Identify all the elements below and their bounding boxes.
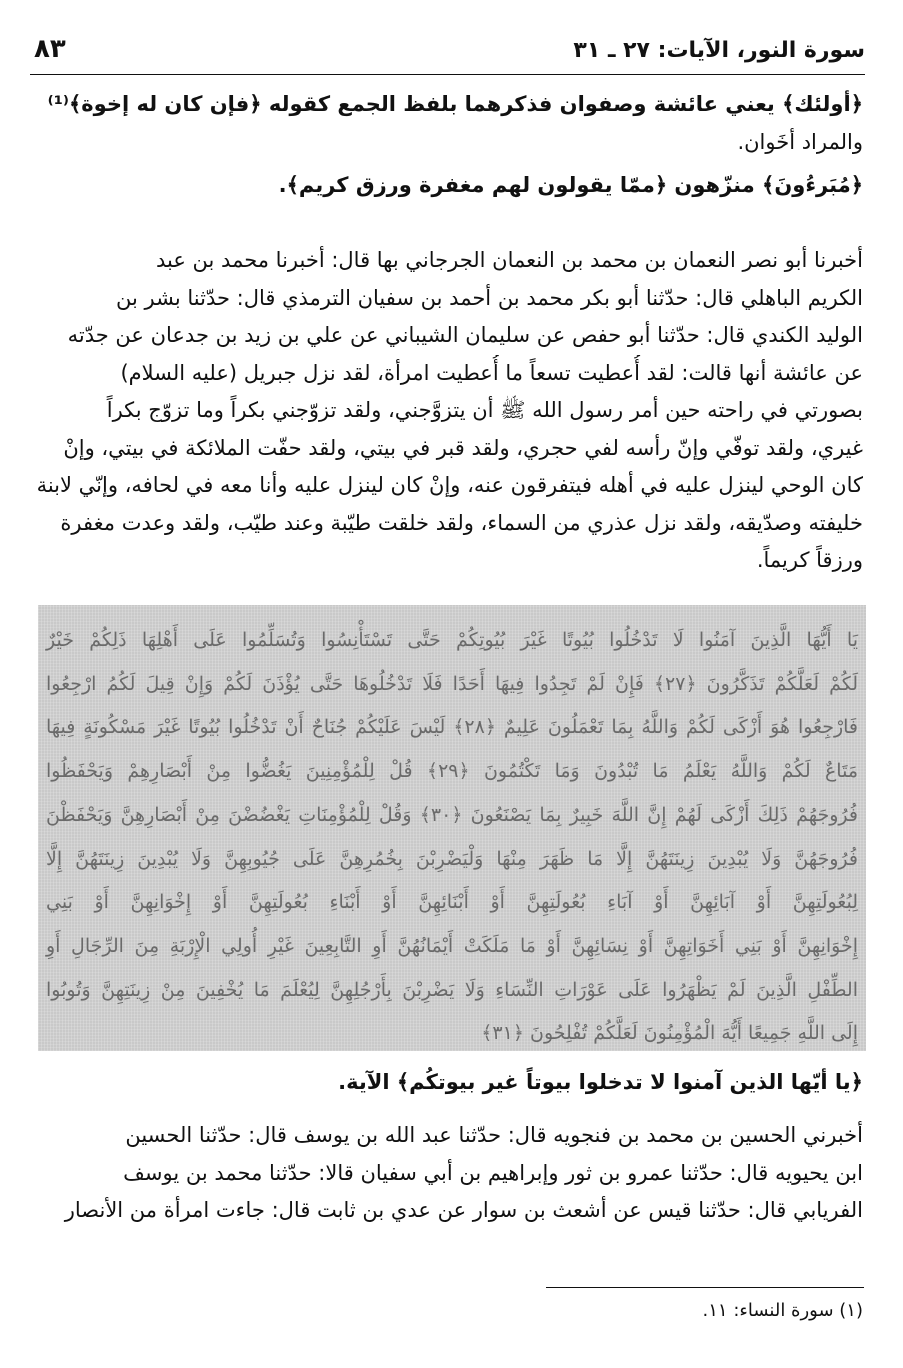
running-header (30, 34, 865, 75)
quran-verses-box (38, 605, 866, 1051)
text-line: ابن يحيويه قال: حدّثنا عمرو بن ثور وإبراهيم بن أبي سفيان قالا: حدّثنا محمد بن يوسف (123, 1160, 863, 1185)
chapter-title: سورة النور، الآيات: ٢٧ ـ ٣١ (573, 38, 865, 63)
quran-line: لَكُمْ لَعَلَّكُمْ تَذَكَّرُونَ ﴿٢٧﴾ فَإِنْ لَمْ تَجِدُوا فِيهَا أَحَدًا فَلَا تَدْخُلُوهَا حَتَّى يُؤْذَنَ لَكُمْ وَإِنْ قِيلَ لَكُمُ ارْجِعُوا (46, 672, 858, 695)
commentary-line: ﴿أولئك﴾ يعني عائشة وصفوان فذكرهما بلفظ الجمع كقوله ﴿فإن كان له إخوة﴾⁽¹⁾ (47, 92, 863, 116)
footnote: (١) سورة النساء: ١١. (702, 1300, 863, 1321)
text-line: عن عائشة أنها قالت: لقد أُعطيت تسعاً ما أُعطيت امرأة، لقد نزل جبريل (عليه السلام) (120, 360, 863, 385)
footnote-divider (546, 1287, 864, 1288)
text-line: ورزقاً كريماً. (756, 548, 863, 572)
quran-line: فُرُوجَهُنَّ وَلَا يُبْدِينَ زِينَتَهُنَّ إِلَّا مَا ظَهَرَ مِنْهَا وَلْيَضْرِبْنَ بِخُمُرِهِنَّ عَلَى جُيُوبِهِنَّ وَلَا يُبْدِينَ زِينَتَهُنَّ إِلَّا (46, 847, 858, 870)
text-line: الكريم الباهلي قال: حدّثنا أبو بكر محمد بن أحمد بن سفيان الترمذي قال: حدّثنا بشر بن (116, 285, 863, 310)
text-line: كان الوحي لينزل عليه في أهله فيتفرقون عنه، وإنْ كان لينزل عليه وأنا معه في لحافه، وإنّي لابنة (36, 473, 863, 497)
quran-line: يَا أَيُّهَا الَّذِينَ آمَنُوا لَا تَدْخُلُوا بُيُوتًا غَيْرَ بُيُوتِكُمْ حَتَّى تَسْتَأْنِسُوا وَتُسَلِّمُوا عَلَى أَهْلِهَا ذَلِكُمْ خَيْرٌ (46, 629, 858, 651)
text-line: الوليد الكندي قال: حدّثنا أبو حفص عن سليمان الشيباني عن علي بن زيد بن جدعان عن جدّته (67, 323, 863, 347)
verse-heading: ﴿يا أيّها الذين آمنوا لا تدخلوا بيوتاً غير بيوتكُم﴾ الآية. (338, 1070, 863, 1094)
text-line: بصورتي في راحته حين أمر رسول الله ﷺ أن يتزوَّجني، ولقد تزوّجني بكراً وما تزوّج بكراً (106, 398, 863, 422)
commentary-line: ﴿مُبَرءُونَ﴾ منزّهون ﴿ممّا يقولون لهم مغفرة ورزق كريم﴾. (278, 173, 863, 197)
quran-line: فُرُوجَهُمْ ذَلِكَ أَزْكَى لَهُمْ إِنَّ اللَّهَ خَبِيرٌ بِمَا يَصْنَعُونَ ﴿٣٠﴾ وَقُلْ لِلْمُؤْمِنَاتِ يَغْضُضْنَ مِنْ أَبْصَارِهِنَّ وَيَحْفَظْنَ (46, 803, 858, 826)
text-line: أخبرني الحسين بن محمد بن فنجويه قال: حدّثنا عبد الله بن يوسف قال: حدّثنا الحسين (125, 1123, 863, 1147)
page-number: ٨٣ (34, 34, 66, 64)
commentary-line: والمراد أخَوان. (737, 129, 863, 154)
narration-paragraph (34, 242, 863, 580)
quran-line: إِخْوَانِهِنَّ أَوْ بَنِي أَخَوَاتِهِنَّ أَوْ نِسَائِهِنَّ أَوْ مَا مَلَكَتْ أَيْمَانُهُنَّ أَوِ التَّابِعِينَ غَيْرِ أُولِي الْإِرْبَةِ مِنَ الرِّجَالِ أَوِ (46, 934, 858, 957)
quran-line: فَارْجِعُوا هُوَ أَزْكَى لَكُمْ وَاللَّهُ بِمَا تَعْمَلُونَ عَلِيمٌ ﴿٢٨﴾ لَيْسَ عَلَيْكُمْ جُنَاحٌ أَنْ تَدْخُلُوا بُيُوتًا غَيْرَ مَسْكُونَةٍ فِيهَا (46, 716, 858, 739)
quran-line: إِلَى اللَّهِ جَمِيعًا أَيُّهَ الْمُؤْمِنُونَ لَعَلَّكُمْ تُفْلِحُونَ ﴿٣١﴾ (481, 1022, 858, 1045)
intro-commentary (34, 86, 863, 205)
quran-line: مَتَاعٌ لَكُمْ وَاللَّهُ يَعْلَمُ مَا تُبْدُونَ وَمَا تَكْتُمُونَ ﴿٢٩﴾ قُلْ لِلْمُؤْمِنِينَ يَغُضُّوا مِنْ أَبْصَارِهِمْ وَيَحْفَظُوا (46, 760, 858, 783)
narration-paragraph-2 (34, 1117, 863, 1230)
text-line: غيري، ولقد توفّي وإنّ رأسه لفي حجري، ولقد قبر في بيتي، ولقد حفّت الملائكة في بيتي، وإنْ (63, 435, 863, 460)
text-line: أخبرنا أبو نصر النعمان بن محمد بن النعمان الجرجاني بها قال: أخبرنا محمد بن عبد (155, 248, 863, 272)
text-line: خليفته وصدّيقه، ولقد نزل عذري من السماء، ولقد خلقت طيّبة وعند طيّب، ولقد وعدت مغفرة (60, 510, 863, 535)
quran-line: لِبُعُولَتِهِنَّ أَوْ آبَائِهِنَّ أَوْ آبَاءِ بُعُولَتِهِنَّ أَوْ أَبْنَائِهِنَّ أَوْ أَبْنَاءِ بُعُولَتِهِنَّ أَوْ إِخْوَانِهِنَّ أَوْ بَنِي (46, 891, 858, 914)
text-line: الفريابي قال: حدّثنا قيس عن أشعث بن سوار عن عدي بن ثابت قال: جاءت امرأة من الأنصار (64, 1198, 863, 1222)
verse-heading-block (34, 1064, 863, 1102)
quran-line: الطِّفْلِ الَّذِينَ لَمْ يَظْهَرُوا عَلَى عَوْرَاتِ النِّسَاءِ وَلَا يَضْرِبْنَ بِأَرْجُلِهِنَّ لِيُعْلَمَ مَا يُخْفِينَ مِنْ زِينَتِهِنَّ وَتُوبُوا (46, 978, 858, 1001)
